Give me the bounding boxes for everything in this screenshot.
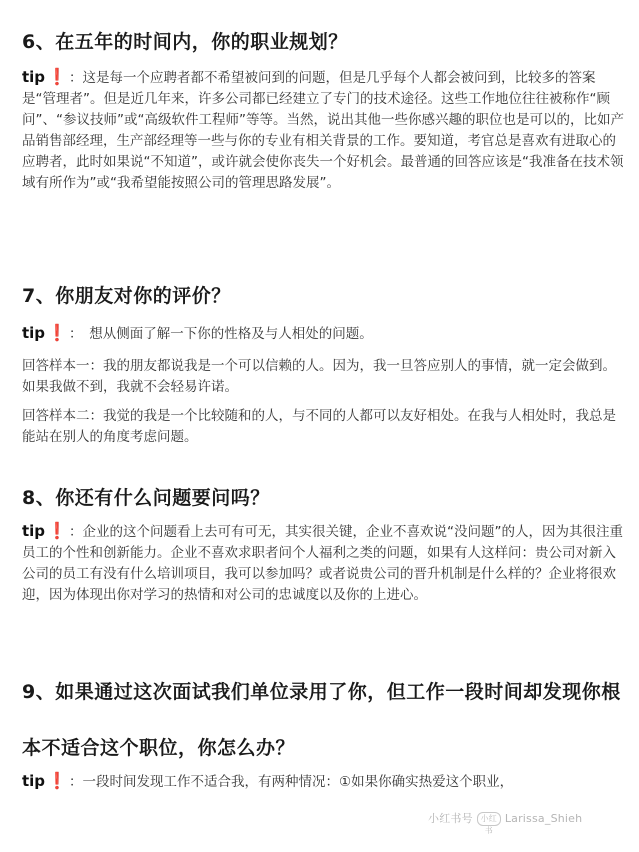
question-7-title: 7、你朋友对你的评价？: [22, 285, 231, 307]
tip-label: tip: [22, 324, 46, 342]
exclamation-icon: ❗: [47, 67, 67, 86]
tip-label: tip: [22, 772, 46, 790]
exclamation-icon: ❗: [47, 771, 67, 790]
exclamation-icon: ❗: [47, 521, 67, 540]
question-6-answer: [22, 66, 627, 194]
question-7-sample-2: 回答样本二：我觉的我是一个比较随和的人，与不同的人都可以友好相处。在我与人相处时，我总是能站在别人的角度考虑问题。: [22, 408, 616, 445]
question-9-text: ：一段时间发现工作不适合我，有两种情况：①如果你确实热爱这个职业，: [68, 774, 514, 790]
exclamation-icon: ❗: [47, 323, 67, 342]
question-8-title: 8、你还有什么问题要问吗？: [22, 487, 270, 509]
question-7-text: ： 想从侧面了解一下你的性格及与人相处的问题。: [68, 326, 373, 342]
xiaohongshu-logo-icon: 小红书: [477, 812, 501, 826]
question-9-title: 9、如果通过这次面试我们单位录用了你，但工作一段时间却发现你根本不适合这个职位，你怎么办？: [22, 681, 621, 759]
watermark-label: 小红书号: [428, 812, 473, 825]
tip-label: tip: [22, 68, 46, 86]
watermark-user: Larissa_Shieh: [504, 812, 583, 825]
question-7-sample-1: 回答样本一：我的朋友都说我是一个可以信赖的人。因为，我一旦答应别人的事情，就一定会做到。如果我做不到，我就不会轻易许诺。: [22, 358, 616, 395]
question-6-text: ：这是每一个应聘者都不希望被问到的问题，但是几乎每个人都会被问到，比较多的答案是“管理者”。但是近几年来，许多公司都已经建立了专门的技术途径。这些工作地位往往被称作“顾问”、“参议技师”或“高级软件工程师”等等。当然，说出其他一些你感兴趣的职位也是可以的，比如产品销售部经理，生产部经理等一些与你的专业有相关背景的工作。要知道，考官总是喜欢有进取心的应聘者，此时如果说“不知道”，或许就会使你丧失一个好机会。最普通的回答应该是“我准备在技术领域有所作为”或“我希望能按照公司的管理思路发展”。: [22, 70, 624, 191]
question-6-title: 6、在五年的时间内，你的职业规划？: [22, 31, 348, 53]
watermark: [428, 810, 583, 835]
tip-label: tip: [22, 522, 46, 540]
question-7-answer: [22, 322, 627, 345]
question-8-text: ：企业的这个问题看上去可有可无，其实很关键，企业不喜欢说“没问题”的人，因为其很注重员工的个性和创新能力。企业不喜欢求职者问个人福利之类的问题，如果有人这样问：贵公司对新入公司的员工有没有什么培训项目，我可以参加吗？或者说贵公司的晋升机制是什么样的？企业将很欢迎，因为体现出你对学习的热情和对公司的忠诚度以及你的上进心。: [22, 524, 623, 603]
question-8-answer: [22, 520, 627, 606]
question-9-answer: [22, 770, 627, 793]
